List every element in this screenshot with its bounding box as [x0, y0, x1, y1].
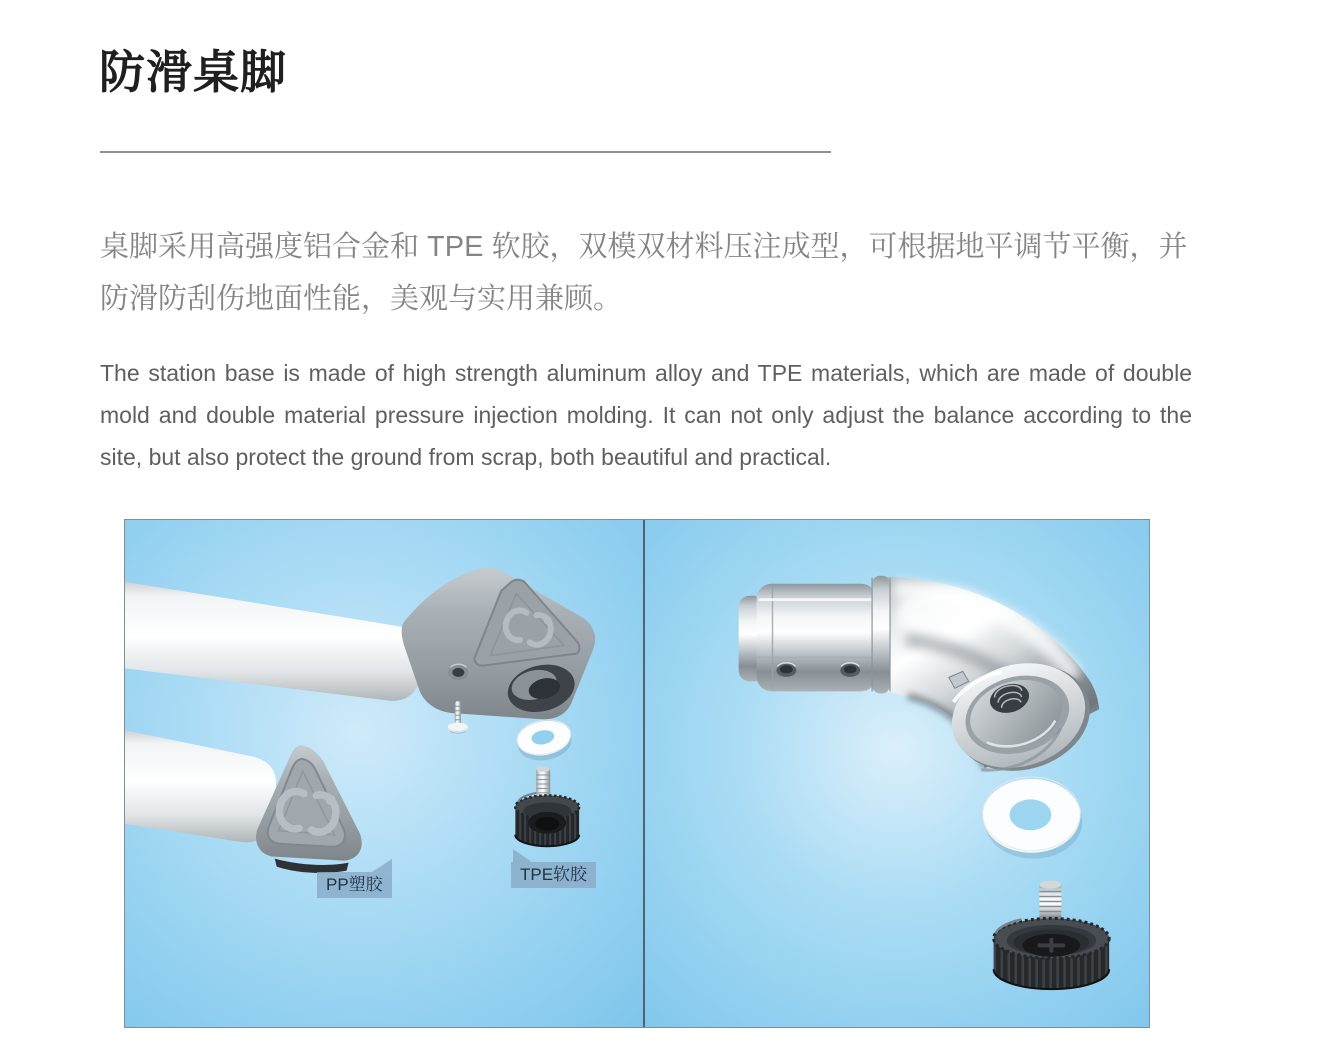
page-title: 防滑桌脚: [99, 46, 287, 98]
material-label-tpe: TPE软胶: [511, 862, 596, 888]
tube-clamp-block: [739, 576, 890, 694]
product-figures: [124, 519, 1150, 1028]
section-divider: [100, 151, 831, 153]
description-en: The station base is made of high strength aluminum alloy and TPE materials, which are made of double mold and double material pressure injection molding. It can not only adjust the balance according to the site, but also protect the ground from scrap, both beautiful and practical.: [100, 360, 1192, 470]
threaded-hole: [840, 663, 860, 677]
side-screw-hole: [448, 664, 468, 680]
material-label-pp: PP塑胶: [317, 872, 392, 898]
figure-elbow-foot: [643, 520, 1149, 1027]
figure-exploded-corner-foot: [125, 520, 643, 1027]
knurled-knob: [515, 793, 579, 846]
knurled-knob: [994, 918, 1110, 989]
description-zh: 桌脚采用高强度铝合金和 TPE 软胶，双模双材料压注成型，可根据地平调节平衡，并防滑防刮伤地面性能，美观与实用兼顾。: [100, 231, 1188, 315]
exploded-corner-foot-image: [125, 520, 643, 1027]
elbow-foot-image: [645, 520, 1149, 1027]
threaded-hole: [776, 663, 796, 677]
